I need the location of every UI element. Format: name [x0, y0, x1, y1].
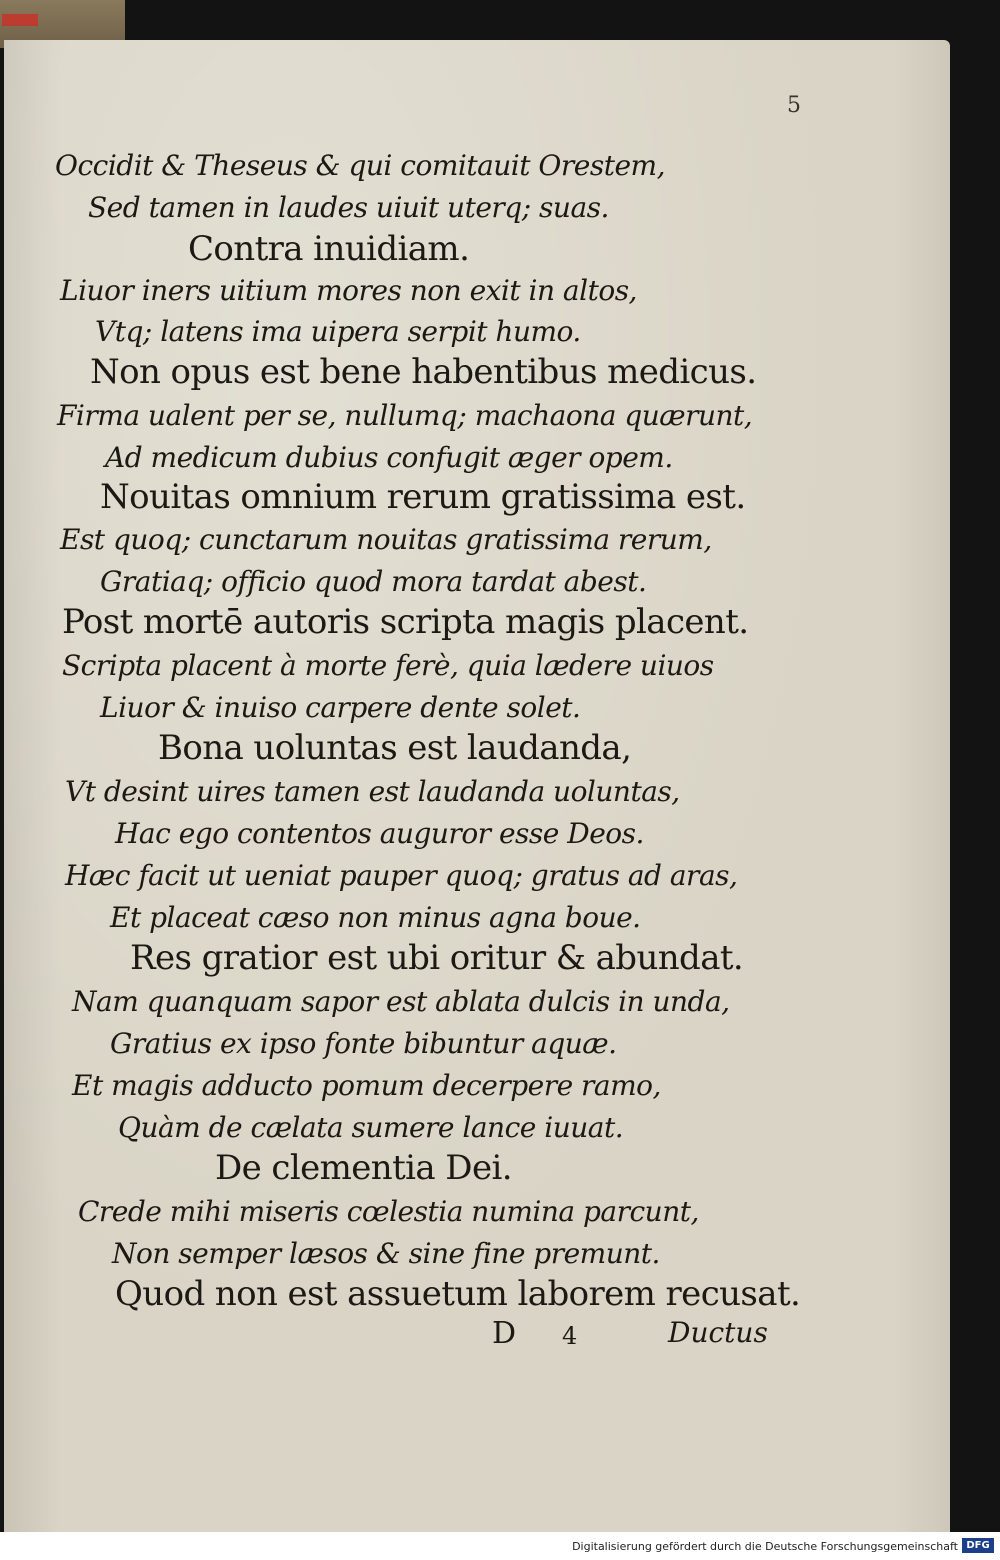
signature-mark: D [492, 1316, 517, 1351]
verse-line: Sed tamen in laudes uiuit uterq; suas. [88, 191, 609, 224]
section-heading: De clementia Dei. [215, 1148, 512, 1188]
verse-line: Quàm de cælata sumere lance iuuat. [118, 1111, 624, 1144]
verse-line: Vtq; latens ima uipera serpit humo. [95, 315, 581, 348]
section-heading: Post mortē autoris scripta magis placent. [62, 602, 749, 642]
signature-number: 4 [562, 1322, 578, 1350]
page-mark: 5 [787, 93, 801, 118]
section-heading: Res gratior est ubi oritur & abundat. [130, 938, 744, 978]
section-heading: Nouitas omnium rerum gratissima est. [100, 477, 746, 517]
verse-line: Est quoq; cunctarum nouitas gratissima rerum, [60, 523, 712, 556]
verse-line: Liuor iners uitium mores non exit in altos, [60, 274, 637, 307]
verse-line: Et placeat cæso non minus agna boue. [110, 901, 641, 934]
verse-line: Hæc facit ut ueniat pauper quoq; gratus ad aras, [65, 859, 738, 892]
section-heading: Contra inuidiam. [188, 229, 470, 269]
verse-line: Non semper læsos & sine fine premunt. [112, 1237, 660, 1270]
verse-line: Scripta placent à morte ferè, quia lædere uiuos [62, 649, 714, 682]
verse-line: Firma ualent per se, nullumq; machaona quærunt, [57, 399, 753, 432]
dfg-logo: DFG [962, 1538, 994, 1553]
catchword: Ductus [668, 1316, 768, 1349]
verse-line: Hac ego contentos auguror esse Deos. [115, 817, 644, 850]
digitization-note: Digitalisierung gefördert durch die Deutsche Forschungsgemeinschaft [572, 1540, 958, 1553]
section-heading: Bona uoluntas est laudanda, [158, 728, 632, 768]
verse-line: Crede mihi miseris cœlestia numina parcunt, [78, 1195, 699, 1228]
verse-line: Gratius ex ipso fonte bibuntur aquæ. [110, 1027, 617, 1060]
section-heading: Non opus est bene habentibus medicus. [90, 352, 757, 392]
verse-line: Vt desint uires tamen est laudanda uoluntas, [65, 775, 680, 808]
verse-line: Ad medicum dubius confugit æger opem. [105, 441, 673, 474]
digitization-footer [0, 1532, 1000, 1560]
verse-line: Liuor & inuiso carpere dente solet. [100, 691, 581, 724]
section-heading: Quod non est assuetum laborem recusat. [115, 1274, 801, 1314]
verse-line: Et magis adducto pomum decerpere ramo, [72, 1069, 661, 1102]
verse-line: Occidit & Theseus & qui comitauit Orestem, [55, 149, 665, 182]
verse-line: Gratiaq; officio quod mora tardat abest. [100, 565, 647, 598]
verse-line: Nam quanquam sapor est ablata dulcis in unda, [72, 985, 730, 1018]
